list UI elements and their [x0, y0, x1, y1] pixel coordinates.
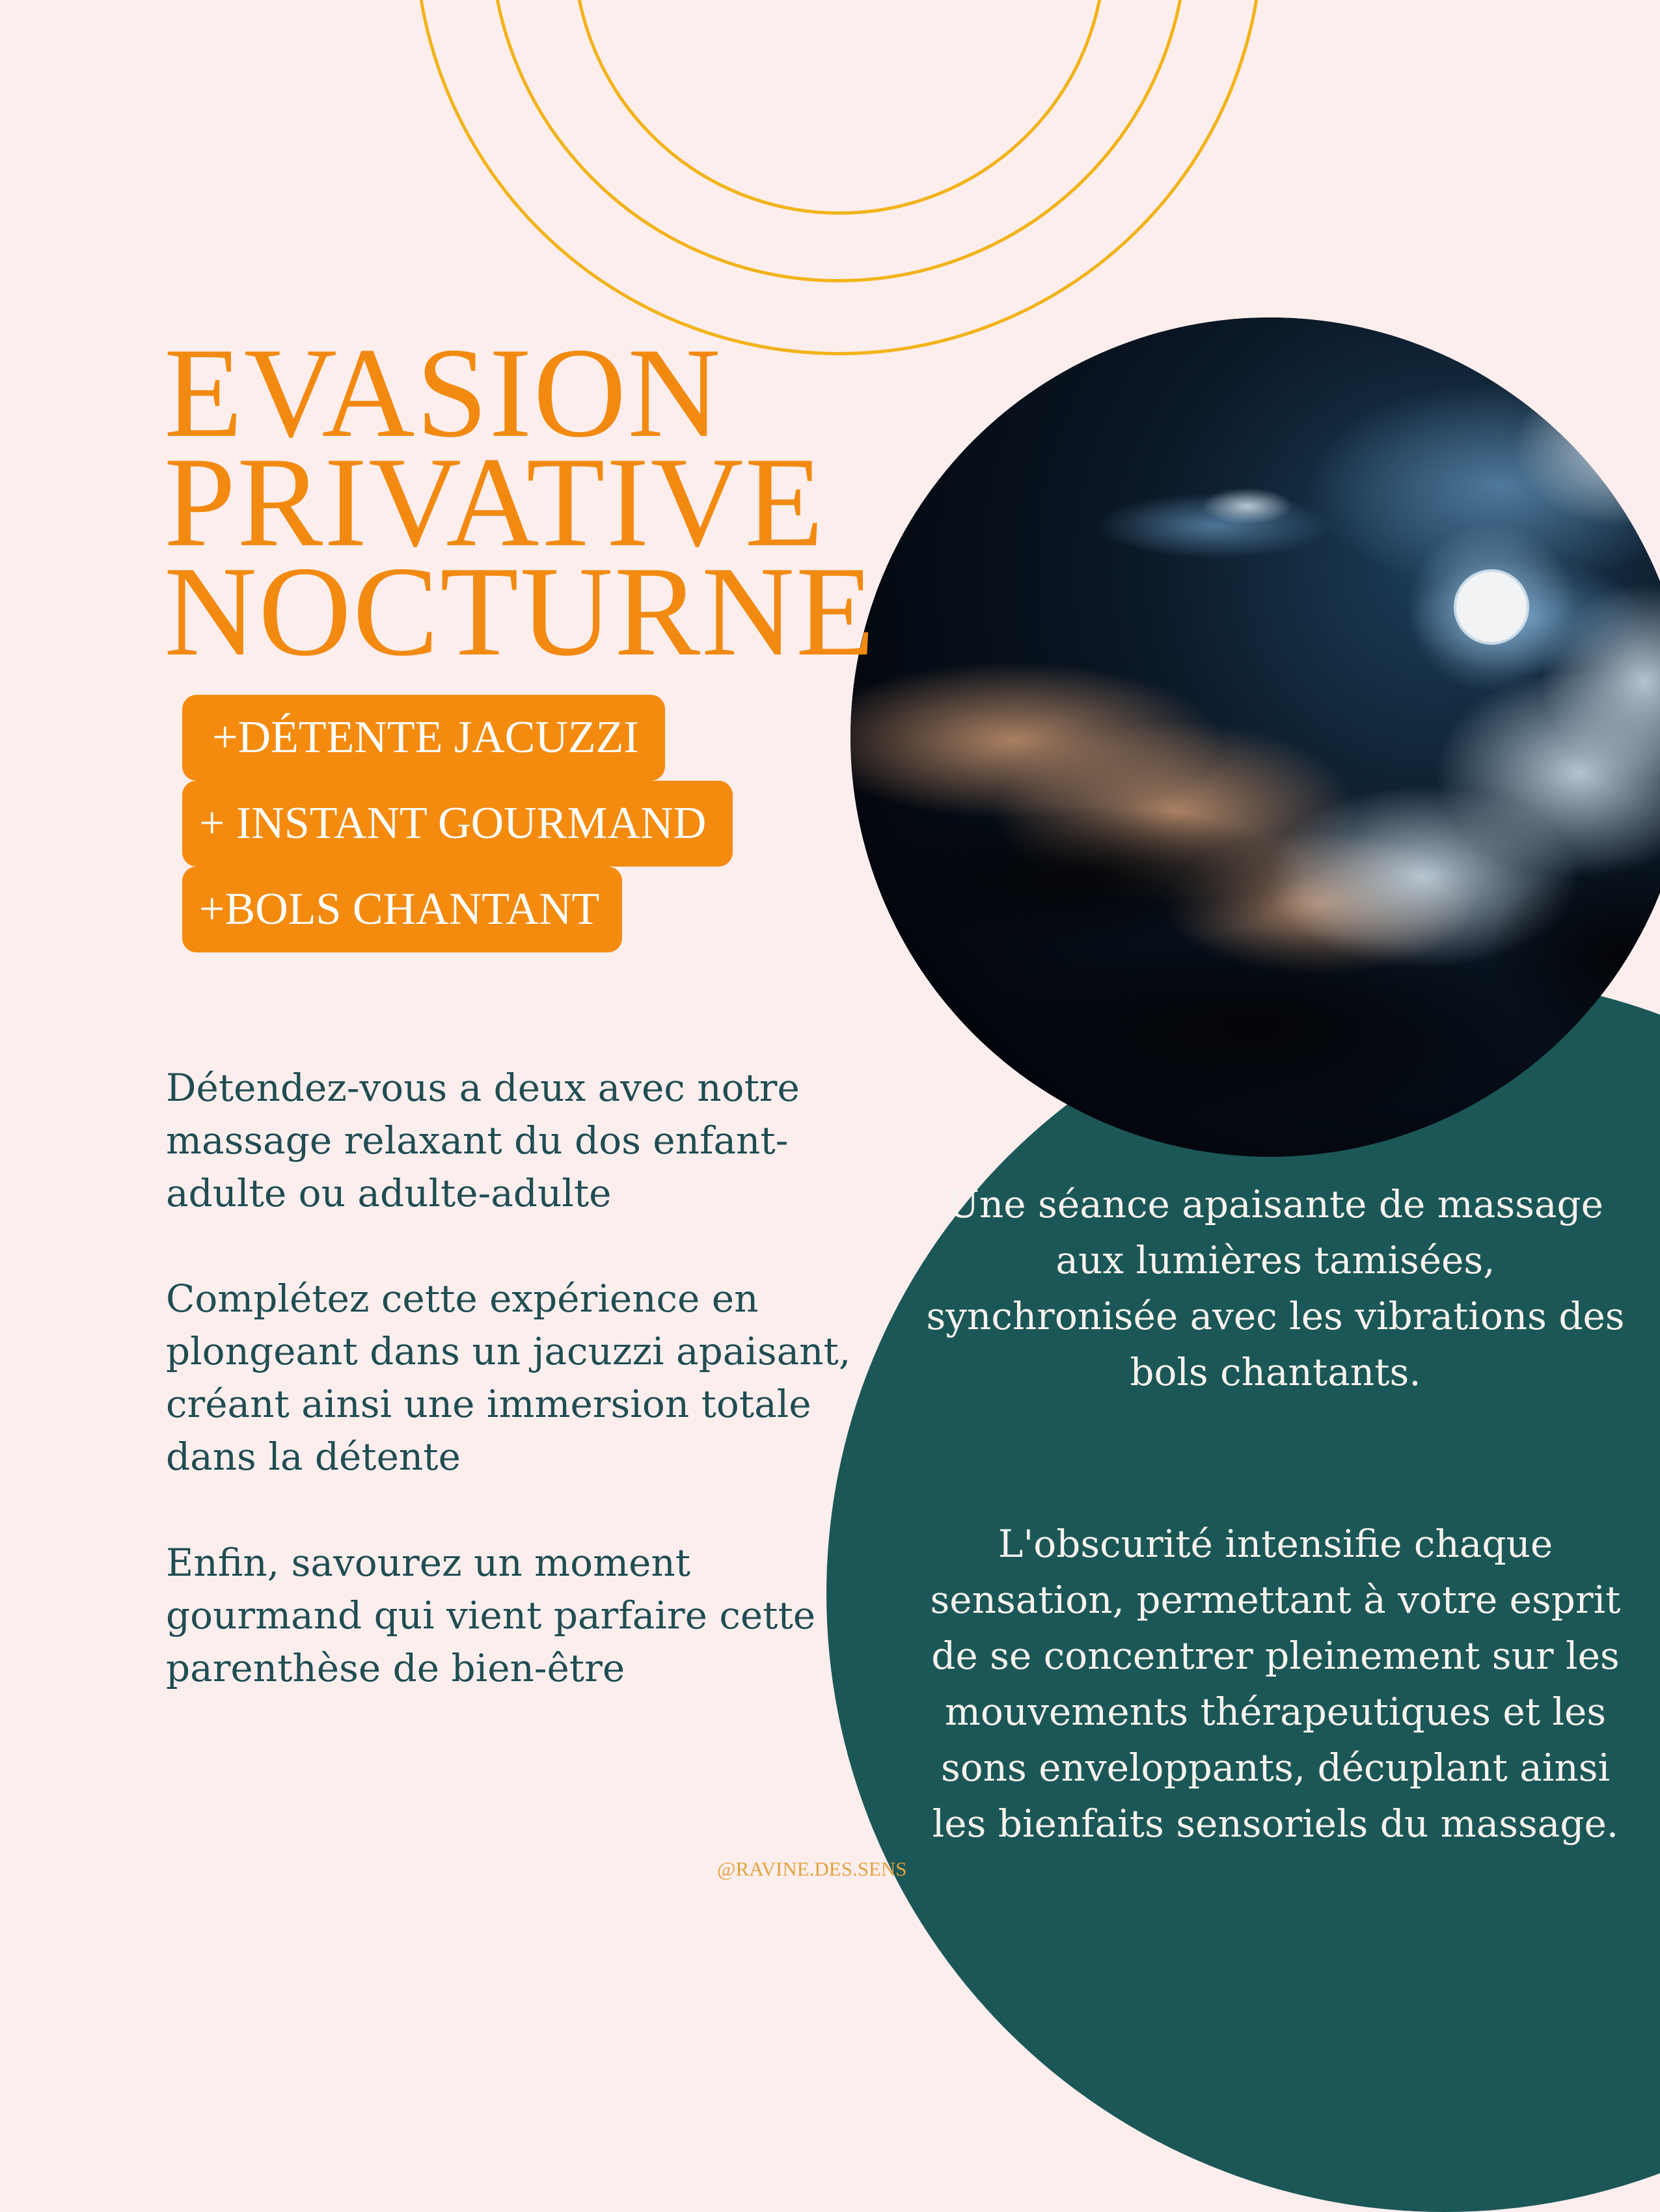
option-badge-jacuzzi: +DÉTENTE JACUZZI	[182, 695, 665, 781]
night-sky-moon-photo	[850, 317, 1660, 1157]
title-line-3: NOCTURNE	[164, 540, 876, 682]
description-paragraph-jacuzzi: Complétez cette expérience en plongeant dans un jacuzzi apaisant, créant ainsi une immersion totale dans la détente	[166, 1276, 851, 1479]
darkness-description: L'obscurité intensifie chaque sensation, permettant à votre esprit de se concentrer pleinement sur les mouvements thérapeutiques et les sons enveloppants, décuplant ainsi les bienfaits sensoriels du massage.	[930, 1522, 1621, 1846]
description-paragraph-massage: Détendez-vous a deux avec notre massage relaxant du dos enfant-adulte ou adulte-adulte	[166, 1066, 800, 1215]
description-paragraph-gourmand: Enfin, savourez un moment gourmand qui vient parfaire cette parenthèse de bien-être	[166, 1541, 816, 1690]
title-line-2: PRIVATIVE	[164, 431, 825, 573]
title-line-1: EVASION	[164, 321, 722, 464]
option-badge-bols: +BOLS CHANTANT	[182, 867, 622, 952]
social-handle: @RAVINE.DES.SENS	[717, 1857, 907, 1880]
page-title	[164, 321, 876, 682]
option-badge-gourmand: + INSTANT GOURMAND	[182, 781, 733, 867]
session-description: Une séance apaisante de massage aux lumières tamisées, synchronisée avec les vibrations des bols chantants.	[926, 1182, 1625, 1394]
